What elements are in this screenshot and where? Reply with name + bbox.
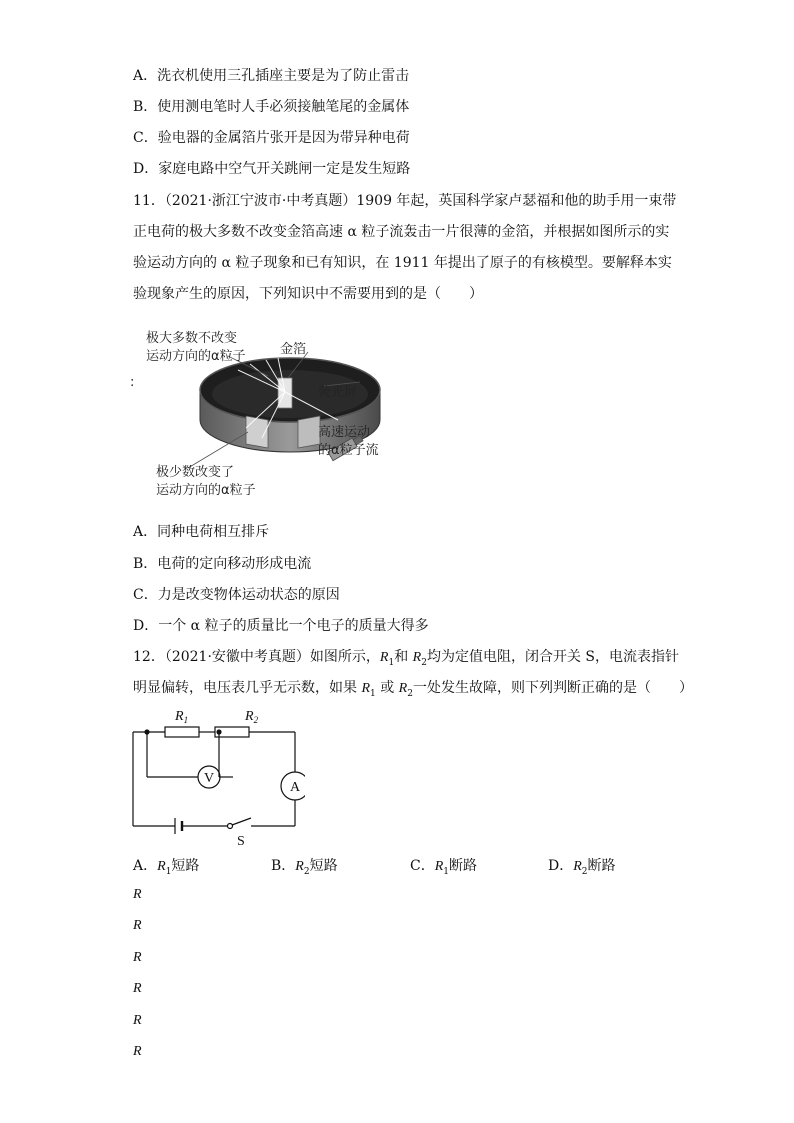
resistor-r1 (165, 727, 199, 737)
svg-text:R1: $R_1$ (175, 709, 189, 725)
q12-option-b: B．$R_2$短路 (271, 858, 338, 877)
junction-dot-right (216, 729, 221, 734)
q12-stem-line-1: 12．（2021·安徽中考真题）如图所示，$R_1$和 $R_2$均为定值电阻，闭合开关 S，电流表指针 (133, 649, 679, 668)
label-minority-1: 极少数改变了 (156, 465, 235, 480)
q12-option-d: D．$R_2$断路 (548, 858, 616, 877)
q11-stem-line-1: 11．（2021·浙江宁波市·中考真题）1909 年起，英国科学家卢瑟福和他的助手用一束带 (133, 193, 677, 209)
svg-text::: : (130, 375, 135, 390)
label-stream-2: 的α粒子流 (318, 443, 379, 458)
label-majority-1: 极大多数不改变 (146, 331, 238, 346)
circuit-diagram (125, 702, 305, 850)
q11-option-d: D．一个 α 粒子的质量比一个电子的质量大得多 (133, 618, 429, 634)
rutherford-experiment-figure (128, 320, 418, 505)
q10-option-d: D．家庭电路中空气开关跳闸一定是发生短路 (133, 161, 411, 177)
voltmeter-label: V (203, 771, 215, 786)
label-stream-1: 高速运动 (318, 425, 371, 440)
q11-stem-line-3: 验运动方向的 α 粒子现象和已有知识，在 1911 年提出了原子的有核模型。要解释本实 (133, 255, 672, 271)
q11-stem-line-4: 验现象产生的原因，下列知识中不需要用到的是（ ） (133, 286, 483, 302)
label-fluorescent-screen: 荧光屏 (318, 385, 358, 400)
stray-r-6: R (133, 1044, 142, 1059)
q12-option-a: A．$R_1$短路 (133, 858, 200, 877)
q10-option-a: A．洗衣机使用三孔插座主要是为了防止雷击 (133, 68, 410, 84)
label-majority-2: 运动方向的α粒子 (146, 349, 246, 364)
junction-dot-left (144, 729, 149, 734)
stray-r-4: R (133, 981, 142, 996)
q11-option-b: B．电荷的定向移动形成电流 (133, 556, 312, 572)
q11-stem-line-2: 正电荷的极大多数不改变金箔高速 α 粒子流轰击一片很薄的金箔，并根据如图所示的实 (133, 224, 670, 240)
stray-r-2: R (133, 918, 142, 933)
label-r1: R (175, 709, 184, 724)
label-minority-2: 运动方向的α粒子 (156, 483, 256, 498)
q10-option-b: B．使用测电笔时人手必须接触笔尾的金属体 (133, 99, 410, 115)
q11-option-c: C．力是改变物体运动状态的原因 (133, 587, 340, 603)
stray-r-3: R (133, 950, 142, 965)
label-gold-foil: 金箔 (280, 342, 307, 357)
q12-option-c: C．$R_1$断路 (410, 858, 478, 877)
q11-option-a: A．同种电荷相互排斥 (133, 524, 270, 540)
label-r2: R (245, 709, 254, 724)
q12-stem-line-2: 明显偏转，电压表几乎无示数，如果 $R_1$ 或 $R_2$一处发生故障，则下列判断正确的是（ ） (133, 680, 693, 699)
stray-r-5: R (133, 1013, 142, 1028)
switch-label: S (237, 834, 245, 849)
q10-option-c: C．验电器的金属箔片张开是因为带异种电荷 (133, 130, 410, 146)
svg-text:R2: $R_2$ (245, 709, 259, 725)
stray-r-1: R (133, 887, 142, 902)
ammeter-label: A (289, 780, 301, 795)
